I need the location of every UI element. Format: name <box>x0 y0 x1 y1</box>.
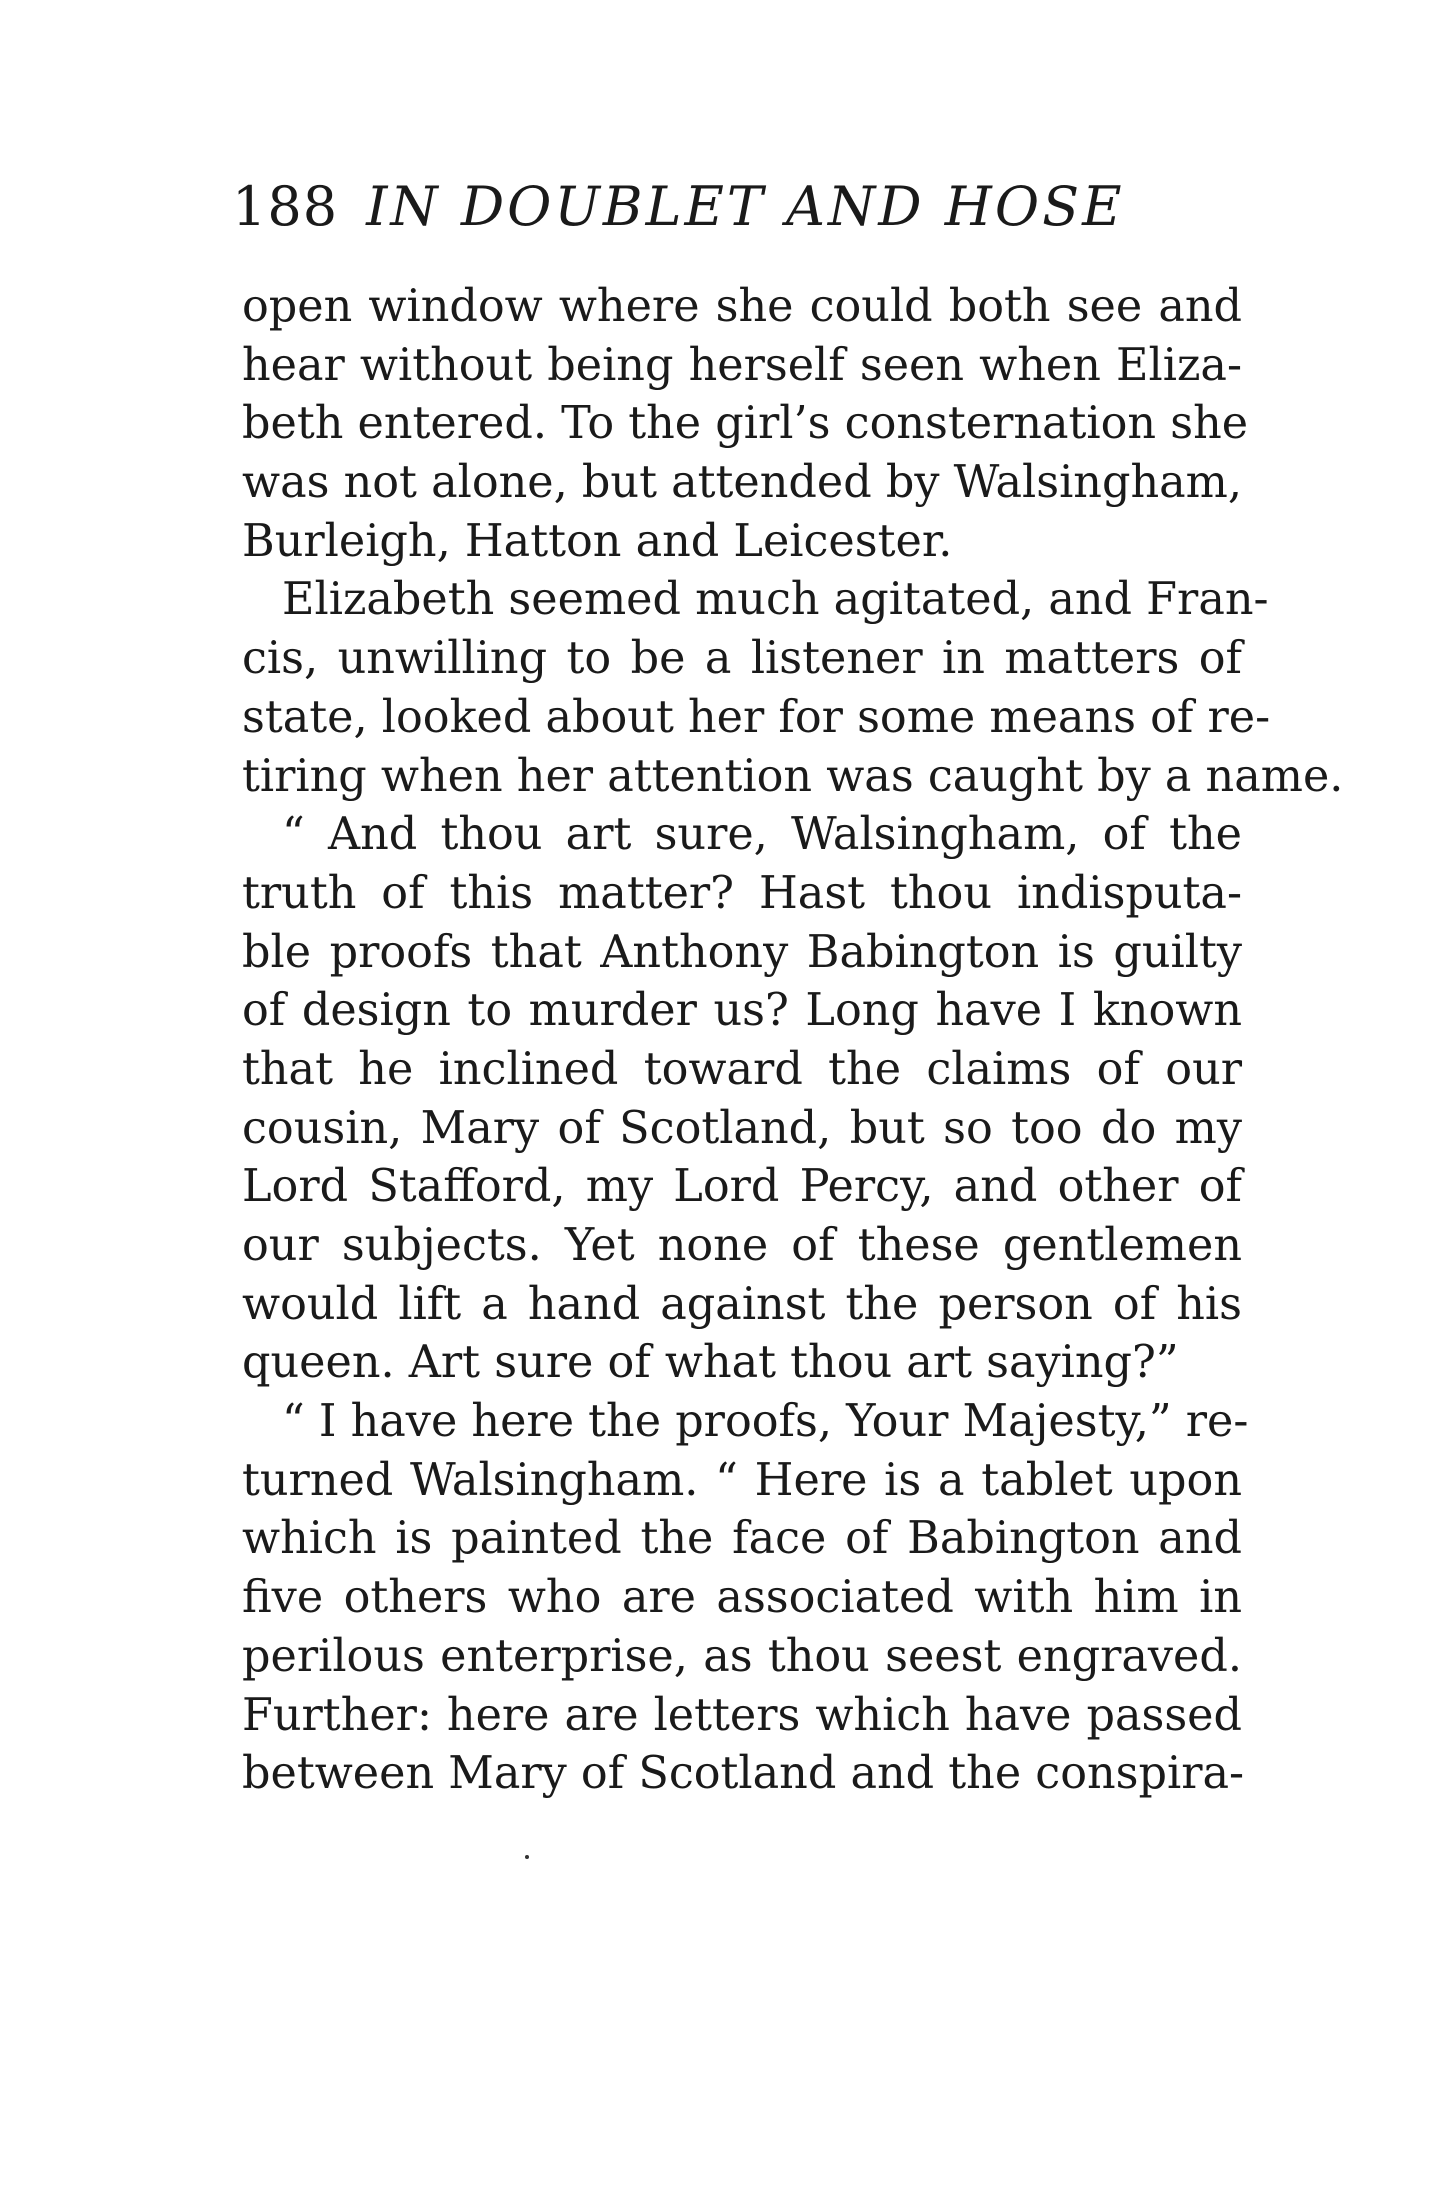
text-line: five others who are associated with him in <box>242 1572 1242 1624</box>
text-line: “ I have here the proofs, Your Majesty,” re- <box>282 1396 1249 1448</box>
text-line: between Mary of Scotland and the conspira- <box>242 1748 1245 1800</box>
text-line: truth of this matter? Hast thou indisputa- <box>242 867 1242 919</box>
text-line: of design to murder us? Long have I known <box>242 985 1242 1037</box>
text-line: cousin, Mary of Scotland, but so too do my <box>242 1102 1242 1154</box>
text-line: “ And thou art sure, Walsingham, of the <box>282 809 1242 861</box>
text-line: ble proofs that Anthony Babington is guilty <box>242 926 1242 978</box>
text-line: which is painted the face of Babington and <box>242 1513 1242 1565</box>
text-line: beth entered. To the girl’s consternation she <box>242 398 1249 450</box>
text-line: hear without being herself seen when Eliza- <box>242 339 1242 391</box>
text-line: was not alone, but attended by Walsingham, <box>242 457 1242 509</box>
text-line: open window where she could both see and <box>242 281 1242 332</box>
text-line: state, looked about her for some means of re- <box>242 691 1271 743</box>
body-text <box>242 278 1344 1804</box>
text-line: would lift a hand against the person of his <box>242 1278 1242 1330</box>
text-line: Further: here are letters which have passed <box>242 1689 1242 1741</box>
text-line: Elizabeth seemed much agitated, and Fran- <box>282 574 1269 626</box>
text-line: perilous enterprise, as thou seest engraved. <box>242 1630 1242 1682</box>
text-line: queen. Art sure of what thou art saying?” <box>242 1337 1179 1389</box>
text-line: turned Walsingham. “ Here is a tablet upon <box>242 1454 1242 1506</box>
ink-speck <box>525 1855 529 1859</box>
text-line: that he inclined toward the claims of our <box>242 1043 1242 1095</box>
text-line: cis, unwilling to be a listener in matters of <box>242 633 1242 685</box>
text-line: our subjects. Yet none of these gentlemen <box>242 1220 1242 1271</box>
text-line: Burleigh, Hatton and Leicester. <box>242 515 953 567</box>
text-line: tiring when her attention was caught by a name. <box>242 750 1344 802</box>
text-line: Lord Stafford, my Lord Percy, and other of <box>242 1161 1242 1213</box>
running-head <box>232 172 1232 242</box>
book-title: IN DOUBLET AND HOSE <box>366 175 1125 238</box>
page-number: 188 <box>232 175 339 238</box>
